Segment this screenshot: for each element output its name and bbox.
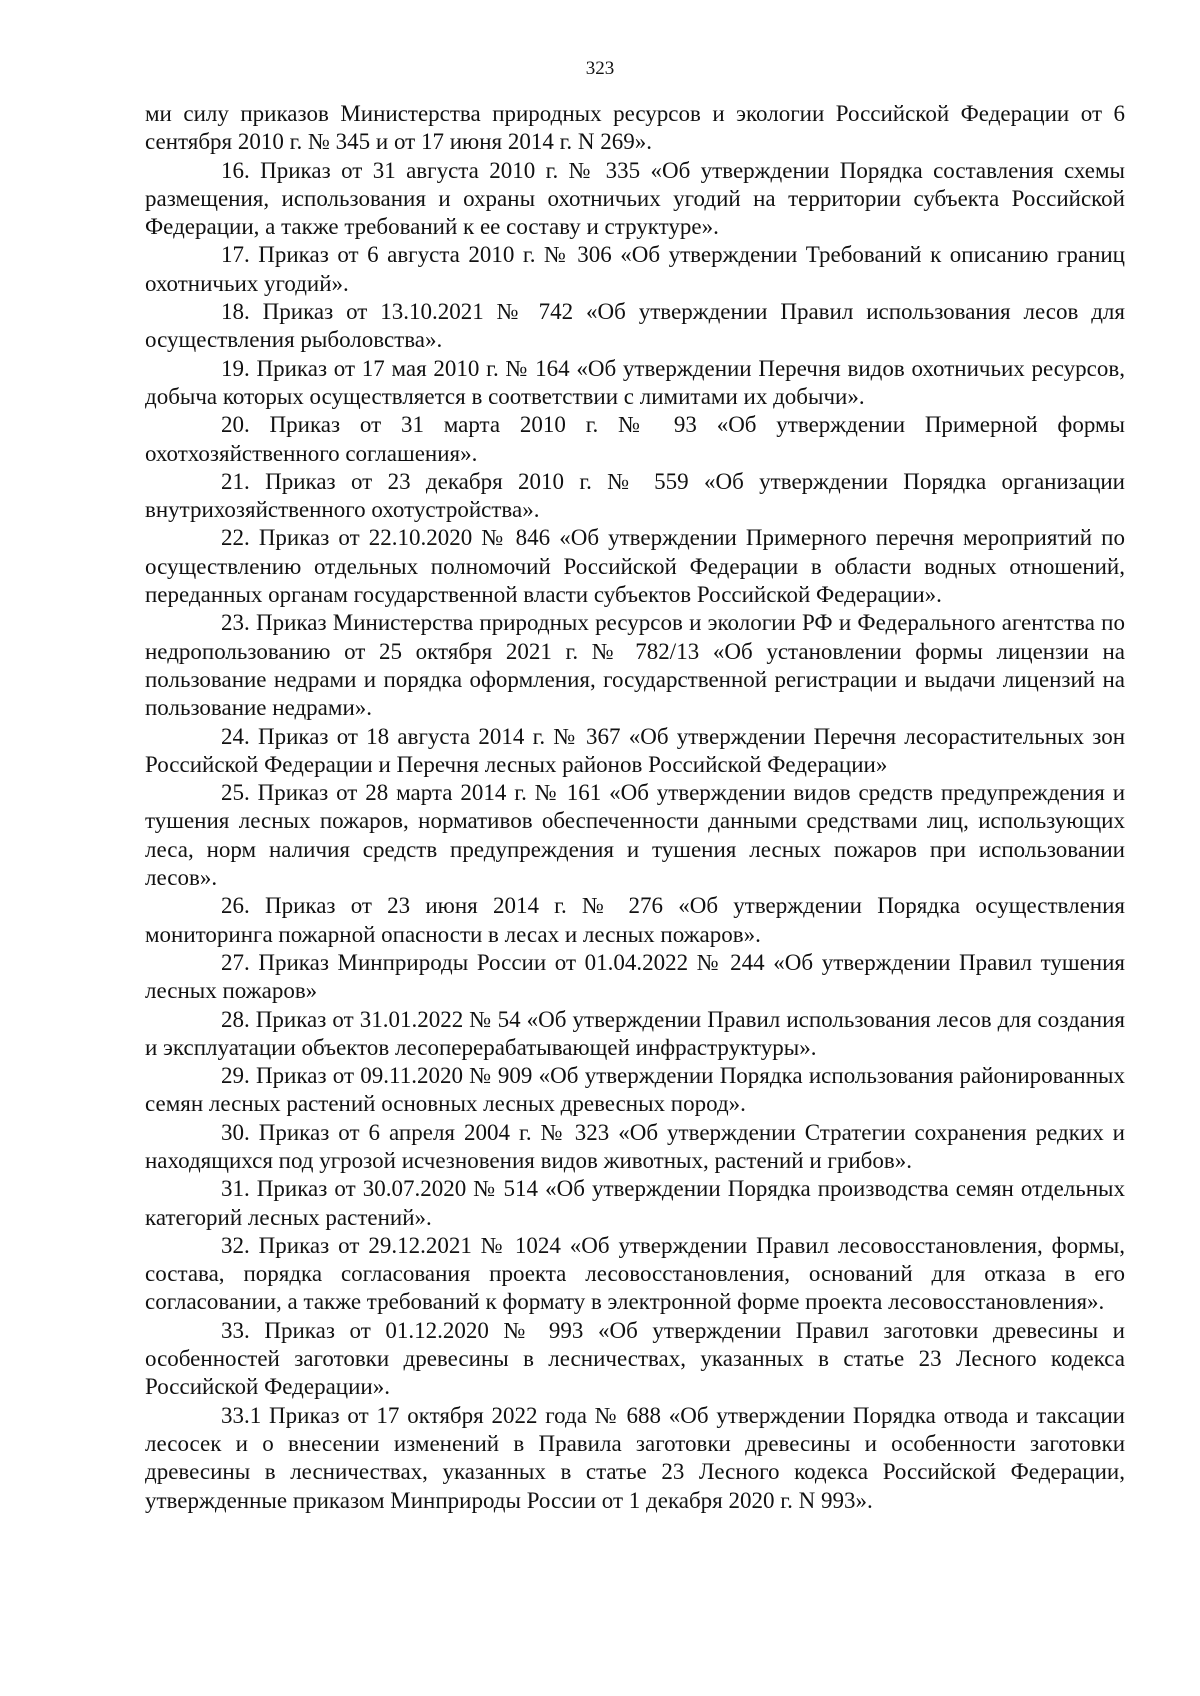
list-item-27: 27. Приказ Минприроды России от 01.04.2022 № 244 «Об утверждении Правил тушения лесных пожаров»	[145, 949, 1125, 1004]
list-item-32: 32. Приказ от 29.12.2021 № 1024 «Об утверждении Правил лесовосстановления, формы, состава, порядка согласования проекта лесовосстановления, оснований для отказа в его согласовании, а также требований к формату в электронной форме проекта лесовосстановления».	[145, 1232, 1125, 1315]
paragraph-continuation: ми силу приказов Министерства природных ресурсов и экологии Российской Федерации от 6 сентября 2010 г. № 345 и от 17 июня 2014 г. N 269».	[145, 101, 1125, 155]
list-item-26: 26. Приказ от 23 июня 2014 г. № 276 «Об утверждении Порядка осуществления мониторинга пожарной опасности в лесах и лесных пожаров».	[145, 893, 1125, 947]
list-item-30: 30. Приказ от 6 апреля 2004 г. № 323 «Об утверждении Стратегии сохранения редких и находящихся под угрозой исчезновения видов животных, растений и грибов».	[145, 1119, 1125, 1173]
list-item-25: 25. Приказ от 28 марта 2014 г. № 161 «Об утверждении видов средств предупреждения и тушения лесных пожаров, нормативов обеспеченности данными средствами лиц, использующих леса, норм наличия средств предупреждения и тушения лесных пожаров при использовании лесов».	[145, 780, 1125, 891]
list-item-21: 21. Приказ от 23 декабря 2010 г. № 559 «Об утверждении Порядка организации внутрихозяйственного охотустройства».	[145, 468, 1125, 523]
page-number: 323	[585, 58, 615, 79]
list-item-24: 24. Приказ от 18 августа 2014 г. № 367 «Об утверждении Перечня лесорастительных зон Российской Федерации и Перечня лесных районов Российской Федерации»	[145, 723, 1125, 777]
document-body	[145, 100, 1125, 1515]
list-item-16: 16. Приказ от 31 августа 2010 г. № 335 «Об утверждении Порядка составления схемы размещения, использования и охраны охотничьих угодий на территории субъекта Российской Федерации, а также требований к ее составу и структуре».	[145, 157, 1125, 240]
list-item-20: 20. Приказ от 31 марта 2010 г. № 93 «Об утверждении Примерной формы охотхозяйственного соглашения».	[145, 412, 1125, 466]
list-item-22: 22. Приказ от 22.10.2020 № 846 «Об утверждении Примерного перечня мероприятий по осуществлению отдельных полномочий Российской Федерации в области водных отношений, переданных органам государственной власти субъектов Российской Федерации».	[145, 525, 1125, 608]
list-item-18: 18. Приказ от 13.10.2021 № 742 «Об утверждении Правил использования лесов для осуществления рыболовства».	[145, 299, 1125, 353]
list-item-29: 29. Приказ от 09.11.2020 № 909 «Об утверждении Порядка использования районированных семян лесных растений основных лесных древесных пород».	[145, 1063, 1125, 1117]
list-item-31: 31. Приказ от 30.07.2020 № 514 «Об утверждении Порядка производства семян отдельных категорий лесных растений».	[145, 1176, 1125, 1230]
list-item-17: 17. Приказ от 6 августа 2010 г. № 306 «Об утверждении Требований к описанию границ охотничьих угодий».	[145, 242, 1125, 296]
list-item-33: 33. Приказ от 01.12.2020 № 993 «Об утверждении Правил заготовки древесины и особенностей заготовки древесины в лесничествах, указанных в статье 23 Лесного кодекса Российской Федерации».	[145, 1317, 1125, 1400]
list-item-28: 28. Приказ от 31.01.2022 № 54 «Об утверждении Правил использования лесов для создания и эксплуатации объектов лесоперерабатывающей инфраструктуры».	[145, 1006, 1125, 1060]
list-item-23: 23. Приказ Министерства природных ресурсов и экологии РФ и Федерального агентства по недропользованию от 25 октября 2021 г. № 782/13 «Об установлении формы лицензии на пользование недрами и порядка оформления, государственной регистрации и выдачи лицензий на пользование недрами».	[145, 610, 1125, 721]
list-item-19: 19. Приказ от 17 мая 2010 г. № 164 «Об утверждении Перечня видов охотничьих ресурсов, добыча которых осуществляется в соответствии с лимитами их добычи».	[145, 355, 1125, 409]
list-item-33-1: 33.1 Приказ от 17 октября 2022 года № 688 «Об утверждении Порядка отвода и таксации лесосек и о внесении изменений в Правила заготовки древесины и особенности заготовки древесины в лесничествах, указанных в статье 23 Лесного кодекса Российской Федерации, утвержденные приказом Минприроды России от 1 декабря 2020 г. N 993».	[145, 1402, 1125, 1513]
